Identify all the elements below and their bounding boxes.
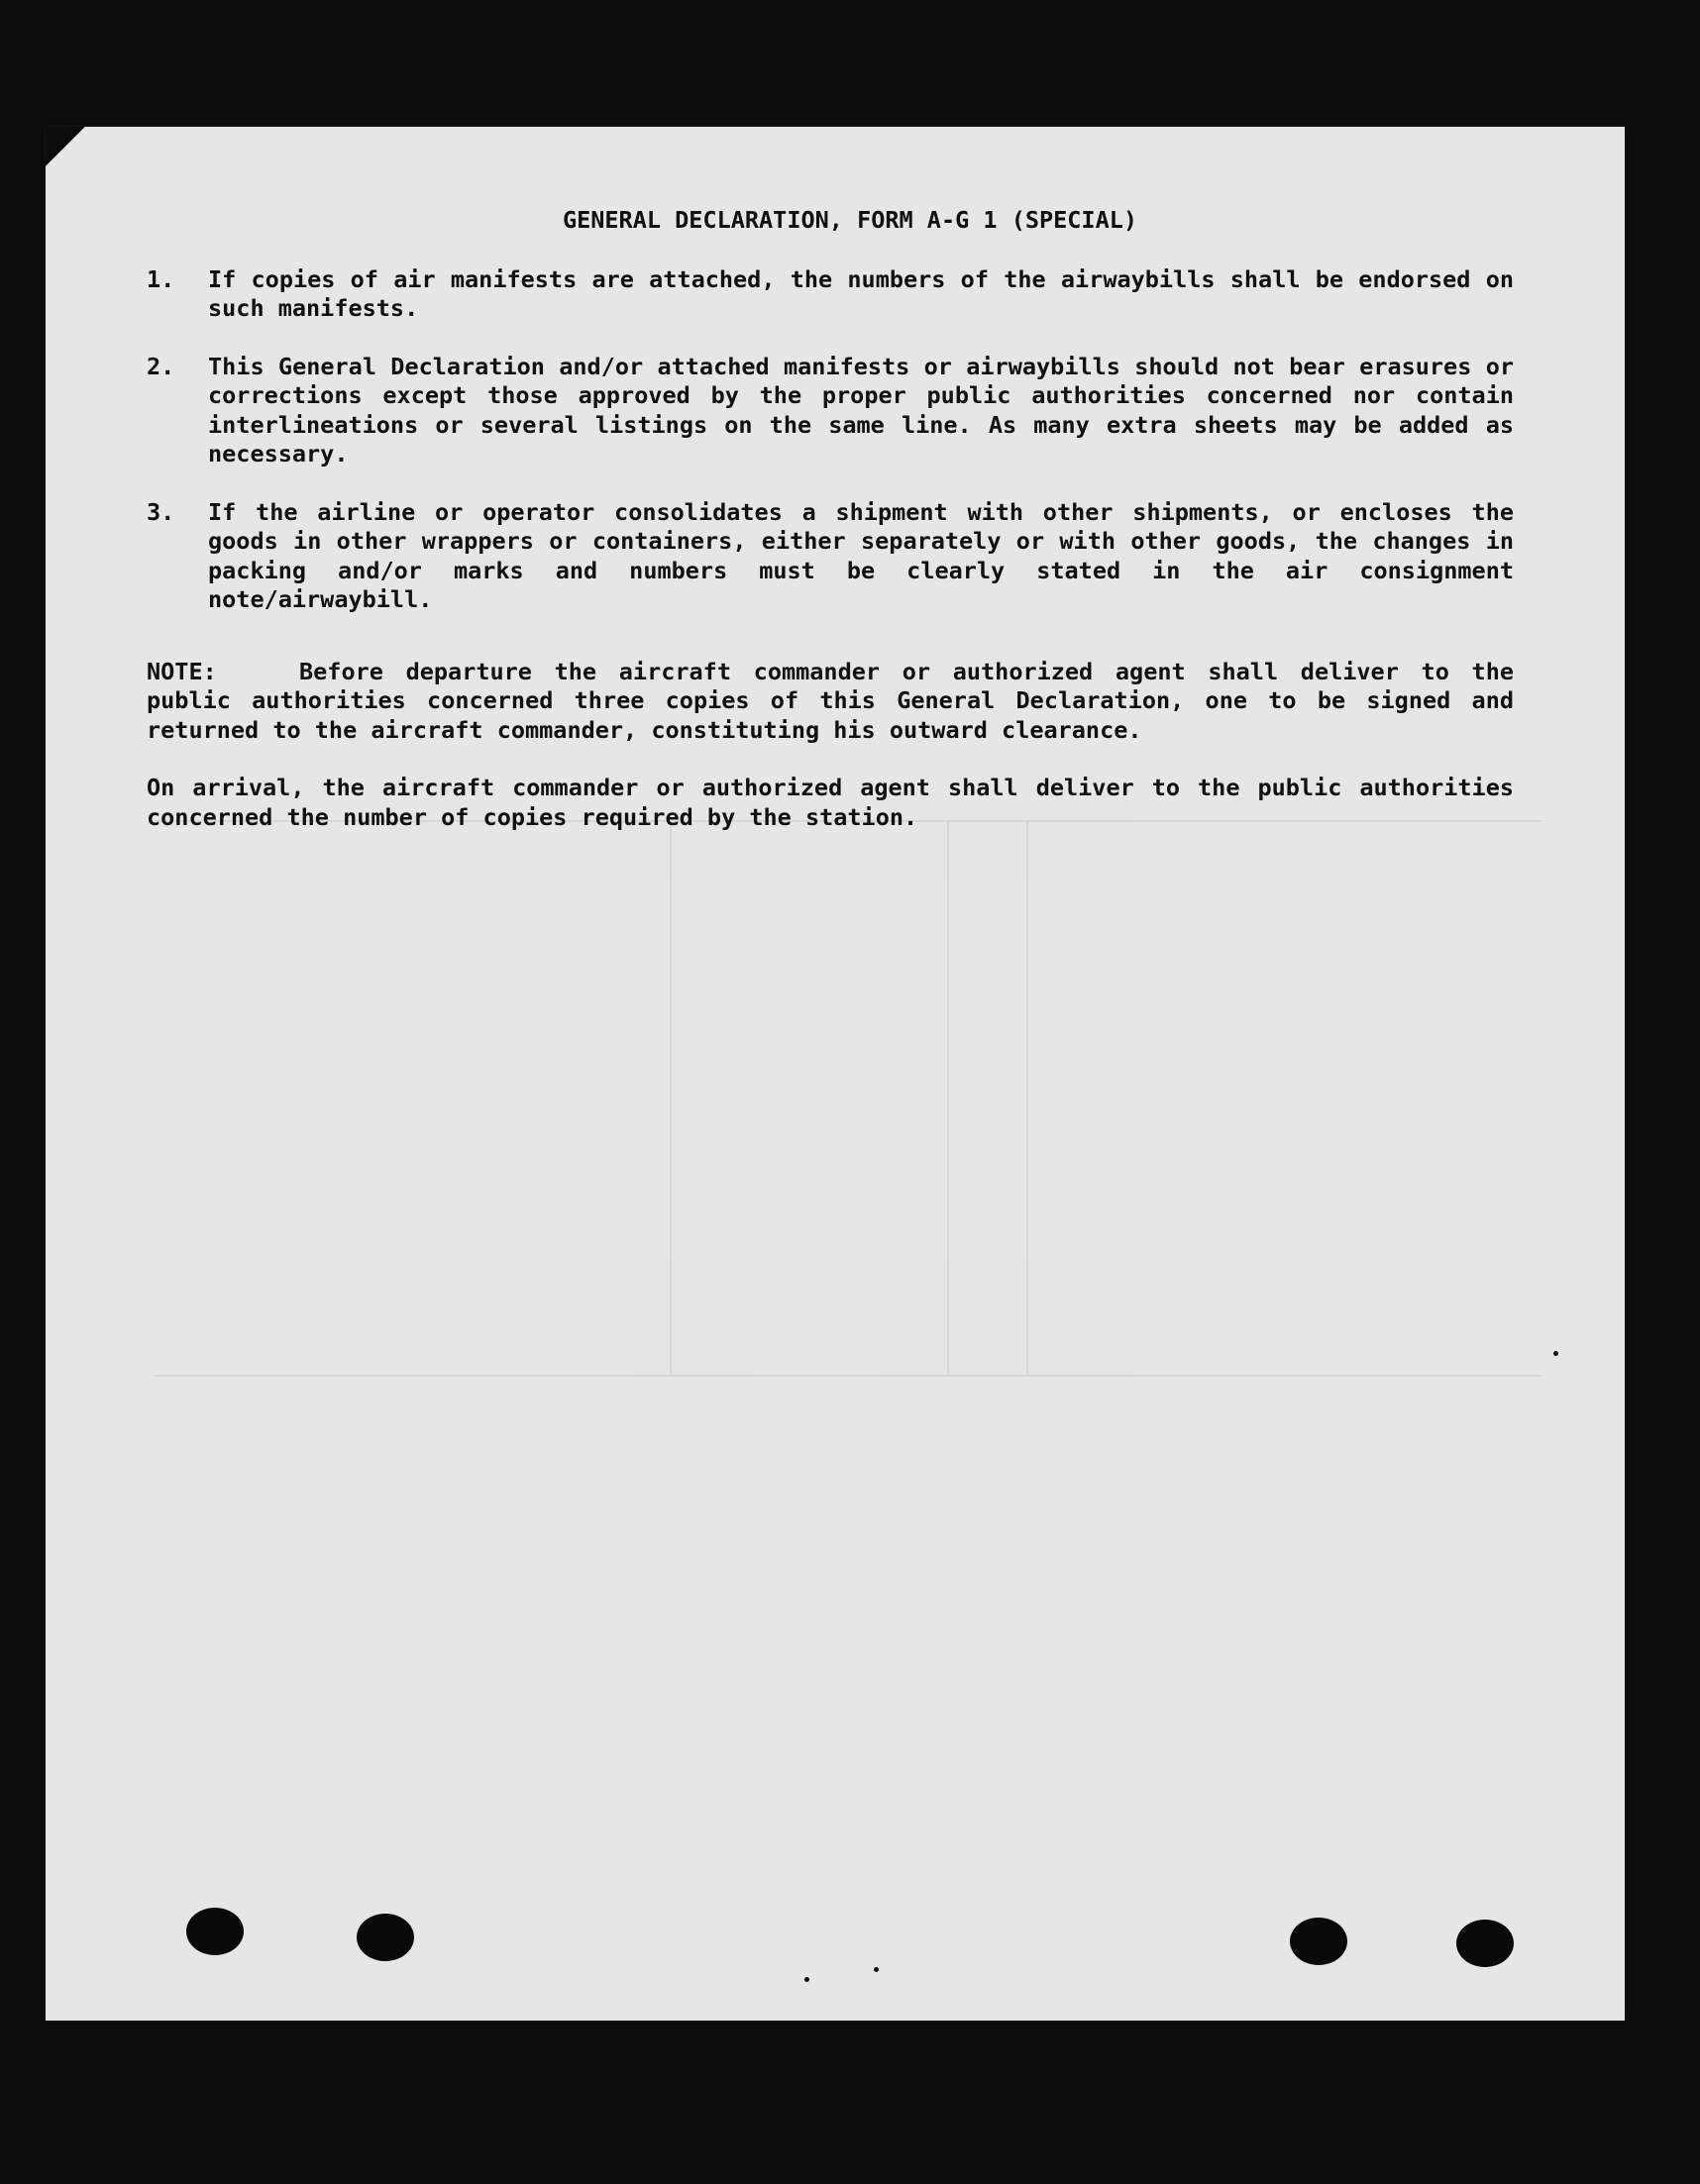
document-body — [147, 206, 1514, 832]
item-number: 1. — [147, 264, 175, 293]
ink-speck — [874, 1967, 879, 1972]
document-title: GENERAL DECLARATION, FORM A-G 1 (SPECIAL) — [562, 206, 1138, 234]
list-item — [147, 265, 1514, 324]
list-item — [147, 353, 1514, 469]
item-number: 3. — [147, 497, 175, 526]
item-text: If the airline or operator consolidates a shipment with other shipments, or encloses the goods in other wrappers or containers, either separately or with other goods, the changes in packing and/or marks and numbers must be clearly stated in the air consignment note/airwaybill. — [208, 497, 1514, 613]
note-text: Before departure the aircraft commander or authorized agent shall deliver to the public authorities concerned three copies of this General Declaration, one to be signed and returned to the aircraft commander, constituting his outward clearance. — [147, 657, 1514, 744]
bleed-through-marks — [155, 820, 1561, 1513]
note-paragraph — [147, 658, 1514, 746]
bleed-line — [947, 820, 949, 1375]
item-number: 2. — [147, 352, 175, 380]
punch-hole — [1290, 1918, 1347, 1965]
bleed-line — [670, 820, 672, 1375]
punch-hole — [357, 1914, 414, 1961]
ink-speck — [1553, 1351, 1558, 1356]
item-text: This General Declaration and/or attached manifests or airwaybills should not bear erasures or corrections except those approved by the proper public authorities concerned nor contain interlineations or several listings on the same line. As many extra sheets may be added as necessary. — [208, 352, 1514, 468]
bleed-line — [1026, 820, 1028, 1375]
ink-speck — [804, 1977, 809, 1982]
arrival-paragraph: On arrival, the aircraft commander or authorized agent shall deliver to the public authorities concerned the number of copies required by the station. — [147, 774, 1514, 831]
punch-hole — [186, 1908, 244, 1955]
list-item — [147, 498, 1514, 615]
note-label: NOTE: — [147, 657, 217, 685]
instruction-list — [147, 265, 1514, 615]
bleed-line — [155, 1375, 1541, 1377]
punch-hole — [1456, 1920, 1514, 1967]
item-text: If copies of air manifests are attached, the numbers of the airwaybills shall be endorsed on such manifests. — [208, 264, 1514, 322]
page-corner-fold — [46, 127, 85, 186]
